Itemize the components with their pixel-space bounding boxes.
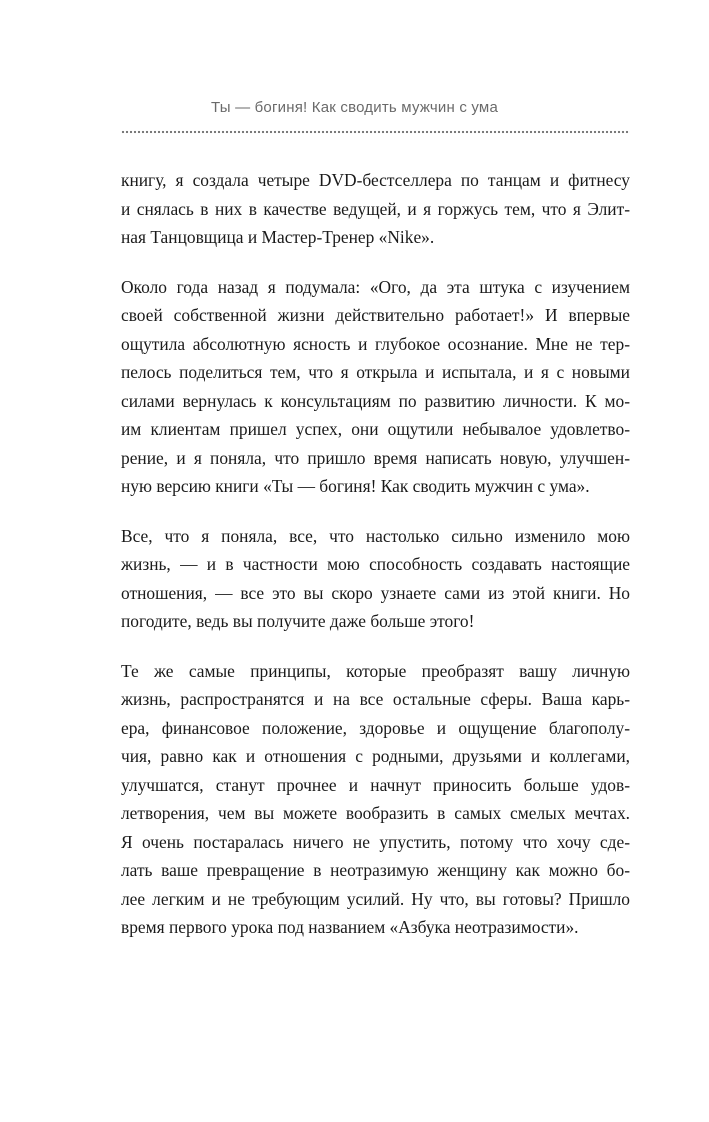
text-line: и снялась в них в качестве ведущей, и я горжусь тем, что я Элит-: [121, 198, 630, 219]
text-line: лее легким и не требующим усилий. Ну что, вы готовы? Пришло: [121, 888, 630, 909]
body-text: [121, 166, 630, 963]
paragraph: [121, 657, 630, 942]
text-line: рение, и я поняла, что пришло время написать новую, улучшен-: [121, 447, 630, 468]
text-line: пелось поделиться тем, что я открыла и испытала, и я с новыми: [121, 362, 630, 382]
text-line: улучшатся, станут прочнее и начнут приносить больше удов-: [121, 774, 630, 795]
text-line: жизнь, — и в частности мою способность создавать настоящие: [121, 554, 630, 574]
text-line: лать ваше превращение в неотразимую женщину как можно бо-: [121, 860, 630, 880]
text-line: Все, что я поняла, все, что настолько сильно изменило мою: [121, 525, 630, 546]
dotted-divider: [121, 130, 630, 134]
text-line: жизнь, распространятся и на все остальные сферы. Ваша карь-: [121, 689, 630, 709]
text-line: Те же самые принципы, которые преобразят вашу личную: [121, 660, 630, 681]
text-line: ощутила абсолютную ясность и глубокое осознание. Мне не тер-: [121, 333, 630, 354]
text-line: погодите, ведь вы получите даже больше этого!: [121, 611, 475, 631]
running-head: Ты — богиня! Как сводить мужчин с ума: [211, 99, 498, 116]
text-line: чия, равно как и отношения с родными, друзьями и коллегами,: [121, 746, 630, 766]
paragraph: [121, 522, 630, 636]
text-line: летворения, чем вы можете вообразить в самых смелых мечтах.: [121, 803, 630, 823]
paragraph: [121, 273, 630, 501]
text-line: отношения, — все это вы скоро узнаете сами из этой книги. Но: [121, 582, 630, 603]
paragraph: [121, 166, 630, 252]
text-line: время первого урока под названием «Азбука неотразимости».: [121, 917, 579, 937]
text-line: ера, финансовое положение, здоровье и ощущение благополу-: [121, 717, 630, 738]
text-line: Я очень постаралась ничего не упустить, потому что хочу сде-: [121, 831, 630, 852]
text-line: им клиентам пришел успех, они ощутили небывалое удовлетво-: [121, 419, 630, 439]
text-line: книгу, я создала четыре DVD-бестселлера по танцам и фитнесу: [121, 170, 630, 190]
text-line: ную версию книги «Ты — богиня! Как сводить мужчин с ума».: [121, 476, 590, 496]
text-line: силами вернулась к консультациям по развитию личности. К мо-: [121, 390, 630, 411]
text-line: своей собственной жизни действительно работает!» И впервые: [121, 305, 630, 325]
text-line: Около года назад я подумала: «Ого, да эта штука с изучением: [121, 276, 630, 297]
text-line: ная Танцовщица и Мастер-Тренер «Nike».: [121, 227, 435, 247]
